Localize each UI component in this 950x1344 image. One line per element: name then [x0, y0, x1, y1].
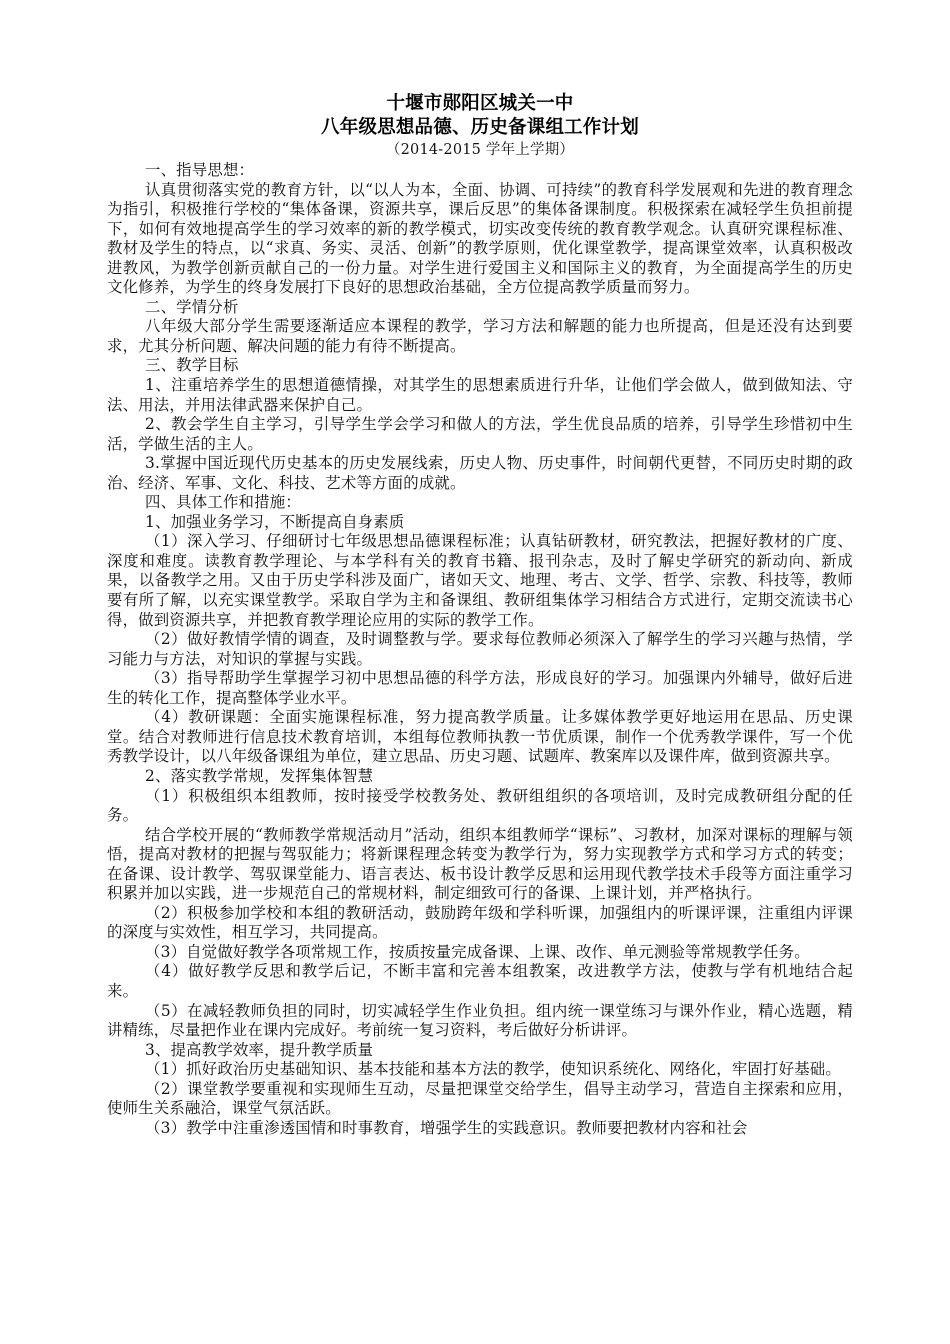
paragraph: （2）课堂教学要重视和实现师生互动，尽量把课堂交给学生，倡导主动学习，营造自主探索和应用，使师生关系融洽，课堂气氛活跃。 [107, 1079, 853, 1118]
school-title: 十堰市郧阳区城关一中 [386, 93, 574, 114]
section-heading: 四、具体工作和措施： [145, 493, 301, 512]
paragraph: 八年级大部分学生需要逐渐适应本课程的教学，学习方法和解题的能力也所提高，但是还没有达到要求，尤其分析问题、解决问题的能力有待不断提高。 [107, 317, 853, 355]
paragraph: 认真贯彻落实党的教育方针，以“以人为本，全面、协调、可持续”的教育科学发展观和先进的教育理念为指引，积极推行学校的“集体备课，资源共享，课后反思”的集体备课制度。积极探索在减轻学生负担前提下，如何有效地提高学生的学习效率的新的教学模式，切实改变传统的教育教学观念。认真研究课程标准、教材及学生的特点，以“求真、务实、灵活、创新”的教学原则，优化课堂教学，提高课堂效率，认真积极改进教风，为教学创新贡献自己的一份力量。对学生进行爱国主义和国际主义的教育，为全面提高学生的历史文化修养，为学生的终身发展打下良好的思想政治基础，全方位提高教学质量而努力。 [107, 180, 853, 297]
plan-title: 八年级思想品德、历史备课组工作计划 [321, 117, 639, 138]
paragraph: （1）抓好政治历史基础知识、基本技能和基本方法的教学，使知识系统化、网络化，牢固打好基础。 [145, 1060, 841, 1079]
paragraph: （1）积极组织本组教师，按时接受学校教务处、教研组组织的各项培训，及时完成教研组分配的任务。 [107, 786, 853, 825]
paragraph: 1、注重培养学生的思想道德情操，对其学生的思想素质进行升华，让他们学会做人，做到做知法、守法、用法，并用法律武器来保护自己。 [107, 376, 853, 414]
paragraph: （5）在减轻教师负担的同时，切实减轻学生作业负担。组内统一课堂练习与课外作业，精心选题，精讲精练，尽量把作业在课内完成好。考前统一复习资料，考后做好分析讲评。 [107, 1001, 853, 1040]
section-heading: 2、落实教学常规，发挥集体智慧 [145, 766, 374, 785]
paragraph: 3.掌握中国近现代历史基本的历史发展线索，历史人物、历史事件，时间朝代更替，不同历史时期的政治、经济、军事、文化、科技、艺术等方面的成就。 [107, 454, 853, 492]
paragraph: （4）做好教学反思和教学后记，不断丰富和完善本组教案，改进教学方法，使教与学有机地结合起来。 [107, 962, 853, 1000]
section-heading: 3、提高教学效率，提升教学质量 [145, 1040, 374, 1059]
document-page [107, 92, 853, 1138]
paragraph: （4）教研课题：全面实施课程标准，努力提高教学质量。让多媒体教学更好地运用在思品、历史课堂。结合对教师进行信息技术教育培训，本组每位教师执教一节优质课，制作一个优秀教学课件，写一个优秀教学设计，以八年级备课组为单位，建立思品、历史习题、试题库、教案库以及课件库，做到资源共享。 [107, 708, 853, 766]
paragraph: （1）深入学习、仔细研讨七年级思想品德课程标准；认真钻研教材，研究教法，把握好教材的广度、深度和难度。读教育教学理论、与本学科有关的教育书籍、报刊杂志，及时了解史学研究的新动向、新成果，以备教学之用。又由于历史学科涉及面广，诸如天文、地理、考古、文学、哲学、宗教、科技等，教师要有所了解，以充实课堂教学。采取自学为主和备课组、教研组集体学习相结合方式进行，定期交流读书心得，做到资源共享，并把教育教学理论应用的实际的教学工作。 [107, 532, 853, 629]
section-heading: 二、学情分析 [145, 297, 239, 316]
paragraph: （3）自觉做好教学各项常规工作，按质按量完成备课、上课、改作、单元测验等常规教学任务。 [145, 942, 810, 961]
paragraph: （2）积极参加学校和本组的教研活动，鼓励跨年级和学科听课，加强组内的听课评课，注重组内评课的深度与实效性，相互学习，共同提高。 [107, 903, 853, 942]
paragraph: 结合学校开展的“教师教学常规活动月”活动，组织本组教师学“课标”、习教材，加深对课标的理解与领悟，提高对教材的把握与驾驭能力；将新课程理念转变为教学行为，努力实现教学方式和学习方式的转变；在备课、设计教学、驾驭课堂能力、语言表达、板书设计教学反思和运用现代教学技术手段等方面注重学习积累并加以实践，进一步规范自己的常规材料，制定细致可行的备课、上课计划，并严格执行。 [107, 825, 853, 903]
paragraph: （3）教学中注重渗透国情和时事教育，增强学生的实践意识。教师要把教材内容和社会 [145, 1118, 748, 1137]
section-heading: 1、加强业务学习，不断提高自身素质 [145, 512, 405, 531]
paragraph: （3）指导帮助学生掌握学习初中思想品德的科学方法，形成良好的学习。加强课内外辅导，做好后进生的转化工作，提高整体学业水平。 [107, 669, 853, 707]
document-body [107, 161, 853, 1138]
section-heading: 三、教学目标 [145, 356, 239, 375]
paragraph: 2、教会学生自主学习，引导学生学会学习和做人的方法，学生优良品质的培养，引导学生珍惜初中生活，学做生活的主人。 [107, 415, 853, 453]
paragraph: （2）做好教情学情的调查，及时调整教与学。要求每位教师必须深入了解学生的学习兴趣与热情，学习能力与方法，对知识的掌握与实践。 [107, 630, 853, 668]
section-heading: 一、指导思想： [145, 161, 255, 179]
semester-subtitle: （2014-2015 学年上学期） [385, 142, 575, 158]
